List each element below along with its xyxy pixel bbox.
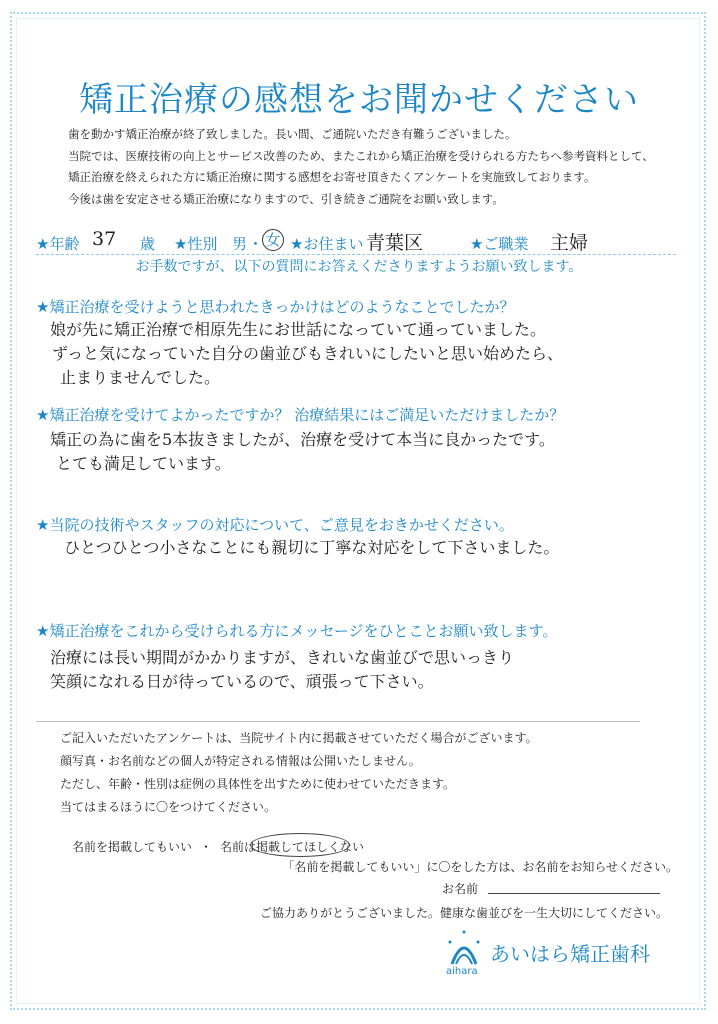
residence-value: 青葉区 — [366, 232, 424, 254]
note-line: ご記入いただいたアンケートは、当院サイト内に掲載させていただく場合がございます。 — [60, 731, 538, 745]
note-line: 当てはまるほうに〇をつけてください。 — [60, 800, 277, 814]
answer-line: とても満足しています。 — [56, 454, 231, 473]
answer-2 — [50, 428, 555, 476]
intro-line: 歯を動かす矯正治療が終了致しました。長い間、ご通院いただき有難うございました。 — [68, 127, 517, 141]
age-label: ★年齢 — [36, 235, 80, 253]
answer-line: 治療には長い期間がかかりますが、きれいな歯並びで思いっきり — [50, 648, 515, 667]
intro-line: 矯正治療を終えられた方に矯正治療に関する感想をお寄せ頂きたくアンケートを実施致しております。 — [68, 170, 596, 184]
name-request: 「名前を掲載してもいい」に〇をした方は、お名前をお知らせください。 — [282, 860, 678, 874]
choice-separator: ・ — [200, 840, 213, 854]
answer-line: ずっと気になっていた自分の歯並びもきれいにしたいと思い始めたら、 — [52, 344, 564, 363]
answer-line: 娘が先に矯正治療で相原先生にお世話になっていて通っていました。 — [50, 320, 547, 339]
gender-separator: ・ — [248, 235, 264, 253]
job-value: 主婦 — [550, 232, 589, 254]
question-3: ★当院の技術やスタッフの対応について、ご意見をおきかせください。 — [36, 516, 514, 534]
choice-no-publish-name: 名前は掲載してほしくない — [220, 840, 365, 854]
info-underline — [36, 254, 676, 255]
selection-circle — [250, 833, 350, 857]
respondent-info — [36, 228, 676, 254]
gender-label: ★性別 — [174, 235, 218, 253]
answer-line: 矯正の為に歯を5本抜きましたが、治療を受けて本当に良かったです。 — [50, 430, 555, 449]
answer-3 — [50, 536, 559, 560]
intro-line: 今後は歯を安定させる矯正治療になりますので、引き続きご通院をお願い致します。 — [68, 191, 504, 206]
choice-publish-name: 名前を掲載してもいい — [72, 840, 193, 854]
intro-text — [68, 124, 678, 210]
instructions: お手数ですが、以下の質問にお答えくださりますようお願い致します。 — [135, 259, 583, 275]
intro-line: 当院では、医療技術の向上とサービス改善のため、またこれから矯正治療を受けられる方たちへ参考資料として、 — [68, 148, 654, 163]
age-value: 37 — [92, 228, 117, 250]
logo-text: あいはら矯正歯科 — [490, 942, 650, 966]
page-title: 矯正治療の感想をお聞かせください — [79, 80, 639, 120]
question-4: ★矯正治療をこれから受けられる方にメッセージをひとことお願い致します。 — [36, 622, 558, 640]
residence-label: ★お住まい — [290, 235, 364, 253]
logo-subtext: aihara — [446, 966, 478, 977]
gender-female-circled: 女 — [262, 229, 284, 251]
section-divider — [36, 721, 640, 722]
answer-line: 止まりませんでした。 — [60, 368, 221, 387]
gender-male: 男 — [232, 235, 248, 253]
name-label: お名前 — [442, 882, 479, 896]
answer-line: 笑顔になれる日が待っているので、頑張って下さい。 — [50, 672, 434, 691]
age-unit: 歳 — [140, 235, 156, 253]
name-blank-line — [488, 893, 660, 894]
question-1: ★矯正治療を受けようと思われたきっかけはどのようなことでしたか？ — [36, 298, 515, 316]
answer-1 — [50, 318, 563, 390]
answer-4 — [50, 646, 514, 694]
note-line: 顔写真・お名前などの個人が特定される情報は公開いたしません。 — [60, 754, 421, 768]
answer-line: ひとつひとつ小さなことにも親切に丁寧な対応をして下さいました。 — [64, 538, 560, 557]
question-2: ★矯正治療を受けてよかったですか？ 治療結果にはご満足いただけましたか？ — [36, 406, 565, 424]
thanks-message: ご協力ありがとうございました。健康な歯並びを一生大切にしてください。 — [259, 906, 668, 920]
note-line: ただし、年齢・性別は症例の具体性を出すために使わせていただきます。 — [60, 777, 456, 791]
job-label: ★ご職業 — [470, 235, 529, 253]
privacy-notes — [60, 727, 537, 819]
